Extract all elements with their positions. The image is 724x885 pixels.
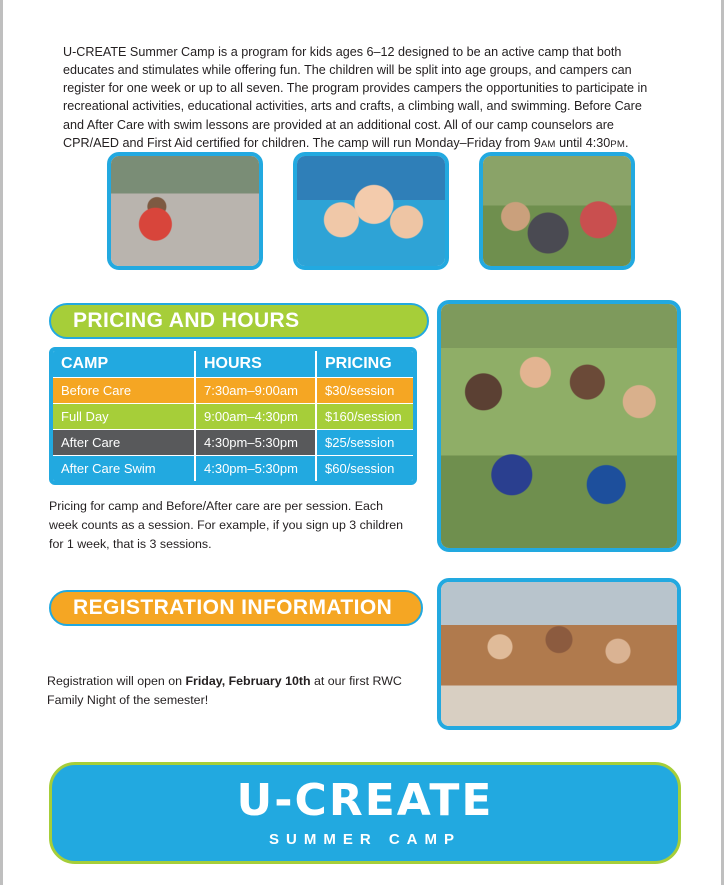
logo-wordmark: U-CREATE bbox=[236, 774, 494, 826]
registration-section-banner bbox=[49, 590, 423, 626]
intro-am-label: AM bbox=[540, 138, 556, 150]
registration-text-part-2: at our first RWC Family Night of the semester! bbox=[47, 674, 402, 707]
table-row bbox=[53, 456, 413, 482]
cell-pricing: $25/session bbox=[316, 430, 413, 456]
cell-hours: 9:00am–4:30pm bbox=[195, 404, 316, 430]
cell-pricing: $160/session bbox=[316, 404, 413, 430]
table-header-camp: CAMP bbox=[53, 351, 195, 378]
logo-tagline: SUMMER CAMP bbox=[269, 830, 461, 848]
intro-pm-label: PM bbox=[610, 138, 626, 150]
intro-text-part-1: U-CREATE Summer Camp is a program for kids ages 6–12 designed to be an active camp that both educates and stimulates while offering fun. The children will be split into age groups, and campers can register for one week or up to all seven. The program provides campers the opportunities to participate in recreational activities, educational activities, arts and crafts, a climbing wall, and swimming. Before Care and After Care with swim lessons are provided at an additional cost. All of our camp counselors are CPR/AED and First Aid certified for children. The camp will run Monday–Friday from 9 bbox=[63, 44, 648, 150]
photo-campers-in-pool bbox=[293, 152, 449, 270]
registration-text-part-1: Registration will open on bbox=[47, 674, 186, 689]
cell-camp: Full Day bbox=[53, 404, 195, 430]
table-row bbox=[53, 378, 413, 404]
registration-paragraph bbox=[47, 672, 417, 709]
cell-hours: 4:30pm–5:30pm bbox=[195, 430, 316, 456]
registration-banner-label: REGISTRATION INFORMATION bbox=[73, 596, 393, 619]
photo-camp-group-on-lawn bbox=[437, 300, 681, 552]
pricing-banner-label: PRICING AND HOURS bbox=[73, 309, 300, 332]
cell-camp: After Care Swim bbox=[53, 456, 195, 482]
cell-camp: Before Care bbox=[53, 378, 195, 404]
photo-row bbox=[107, 152, 647, 270]
cell-hours: 7:30am–9:00am bbox=[195, 378, 316, 404]
table-row bbox=[53, 404, 413, 430]
footer-logo-band bbox=[49, 762, 681, 864]
pricing-section-banner bbox=[49, 303, 429, 339]
photo-camp-group-in-gym bbox=[437, 578, 681, 730]
cell-hours: 4:30pm–5:30pm bbox=[195, 456, 316, 482]
cell-pricing: $30/session bbox=[316, 378, 413, 404]
photo-campers-outdoor-game bbox=[479, 152, 635, 270]
intro-paragraph bbox=[63, 43, 663, 153]
registration-date: Friday, February 10th bbox=[185, 674, 311, 689]
cell-pricing: $60/session bbox=[316, 456, 413, 482]
photo-child-drawing-with-chalk bbox=[107, 152, 263, 270]
table-header-hours: HOURS bbox=[195, 351, 316, 378]
table-row bbox=[53, 430, 413, 456]
intro-text-part-3: . bbox=[625, 135, 629, 150]
pricing-table bbox=[49, 347, 417, 485]
table-header-pricing: PRICING bbox=[316, 351, 413, 378]
cell-camp: After Care bbox=[53, 430, 195, 456]
pricing-note: Pricing for camp and Before/After care are per session. Each week counts as a session. For example, if you sign up 3 children for 1 week, that is 3 sessions. bbox=[49, 499, 404, 551]
table-header-row bbox=[53, 351, 413, 378]
intro-text-part-2: until 4:30 bbox=[555, 135, 611, 150]
